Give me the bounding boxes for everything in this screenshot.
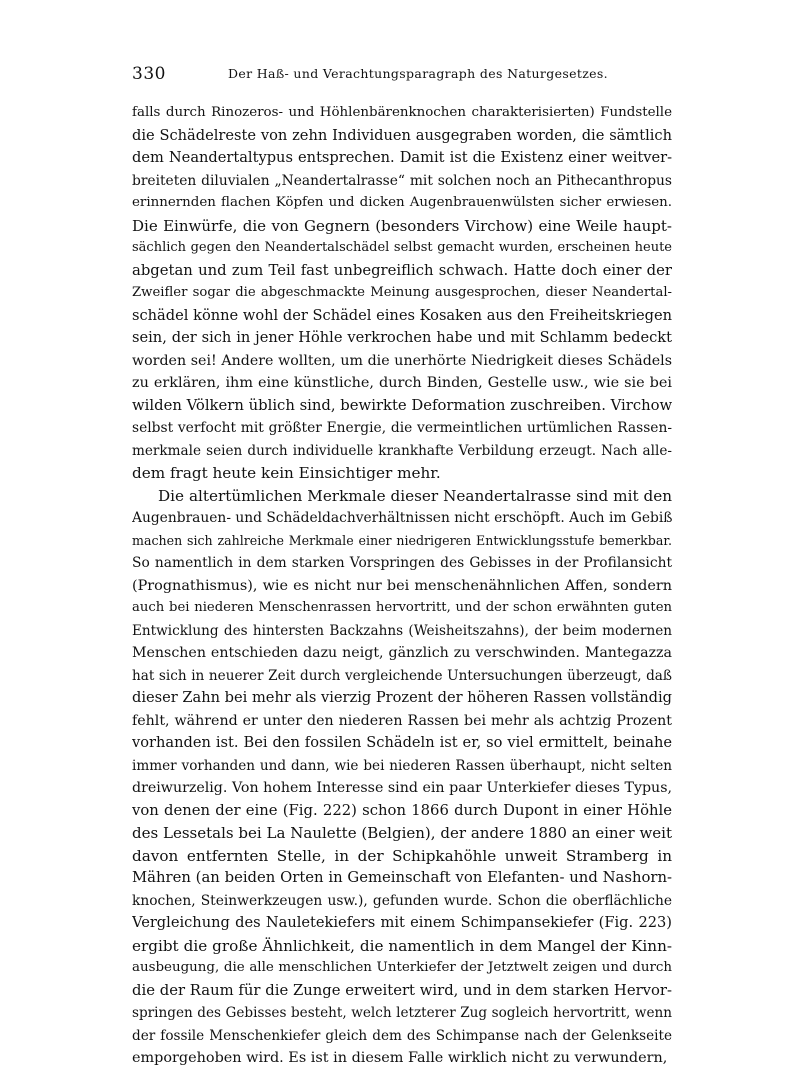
running-head: Der Haß- und Verachtungsparagraph des Naturgesetzes. bbox=[228, 66, 609, 81]
text-line: des Lessetals bei La Naulette (Belgien), der andere 1880 an einer weit bbox=[132, 824, 672, 842]
text-line: So namentlich in dem starken Vorspringen des Gebisses in der Profilansicht bbox=[132, 555, 672, 571]
book-page bbox=[132, 62, 672, 1066]
text-line: Menschen entschieden dazu neigt, gänzlich zu verschwinden. Mantegazza bbox=[132, 645, 672, 661]
body-text bbox=[132, 102, 672, 1070]
paragraph-1 bbox=[132, 102, 672, 485]
text-line: dem Neandertaltypus entsprechen. Damit ist die Existenz einer weitver- bbox=[132, 149, 672, 166]
text-line: schädel könne wohl der Schädel eines Kosaken aus den Freiheitskriegen bbox=[132, 306, 672, 324]
text-line: dem fragt heute kein Einsichtiger mehr. bbox=[132, 464, 441, 482]
text-line: Die Einwürfe, die von Gegnern (besonders Virchow) eine Weile haupt- bbox=[132, 216, 672, 235]
text-line: (Prognathismus), wie es nicht nur bei menschenähnlichen Affen, sondern bbox=[132, 577, 672, 594]
text-line: breiteten diluvialen „Neandertalrasse“ mit solchen noch an Pithecanthropus bbox=[132, 172, 672, 189]
text-line: Vergleichung des Nauletekiefers mit einem Schimpansekiefer (Fig. 223) bbox=[132, 914, 672, 931]
text-line: falls durch Rinozeros- und Höhlenbärenknochen charakterisierten) Fundstelle bbox=[132, 105, 672, 120]
text-line: die der Raum für die Zunge erweitert wird, und in dem starken Hervor- bbox=[132, 981, 672, 999]
text-line: Zweifler sogar die abgeschmackte Meinung ausgesprochen, dieser Neandertal- bbox=[132, 285, 672, 300]
text-line: knochen, Steinwerkzeugen usw.), gefunden wurde. Schon die oberflächliche bbox=[132, 892, 672, 909]
text-line: springen des Gebisses besteht, welch letzterer Zug sogleich hervortritt, wenn bbox=[132, 1005, 672, 1021]
text-line: Entwicklung des hintersten Backzahns (Weisheitszahns), der beim modernen bbox=[132, 622, 672, 639]
text-line: ausbeugung, die alle menschlichen Unterkiefer der Jetztwelt zeigen und durch bbox=[132, 960, 672, 975]
text-line: abgetan und zum Teil fast unbegreiflich schwach. Hatte doch einer der bbox=[132, 261, 672, 279]
text-line: wilden Völkern üblich sind, bewirkte Deformation zuschreiben. Virchow bbox=[132, 396, 672, 414]
text-line: zu erklären, ihm eine künstliche, durch Binden, Gestelle usw., wie sie bei bbox=[132, 375, 672, 391]
text-line: hat sich in neuerer Zeit durch vergleichende Untersuchungen überzeugt, daß bbox=[132, 667, 672, 684]
text-line: die Schädelreste von zehn Individuen ausgegraben worden, die sämtlich bbox=[132, 126, 672, 144]
text-line: worden sei! Andere wollten, um die unerhörte Niedrigkeit dieses Schädels bbox=[132, 352, 672, 369]
text-line: selbst verfocht mit größter Energie, die vermeintlichen urtümlichen Rassen- bbox=[132, 420, 672, 436]
text-line: immer vorhanden und dann, wie bei niederen Rassen überhaupt, nicht selten bbox=[132, 757, 672, 774]
text-line: davon entfernten Stelle, in der Schipkahöhle unweit Stramberg in bbox=[132, 846, 672, 865]
text-line: Die altertümlichen Merkmale dieser Neandertalrasse sind mit den bbox=[158, 486, 672, 505]
text-line: ergibt die große Ähnlichkeit, die namentlich in dem Mangel der Kinn- bbox=[132, 936, 672, 955]
page-number: 330 bbox=[132, 64, 166, 84]
text-line: auch bei niederen Menschenrassen hervortritt, und der schon erwähnten guten bbox=[132, 600, 672, 615]
text-line: machen sich zahlreiche Merkmale einer niedrigeren Entwicklungsstufe bemerkbar. bbox=[132, 532, 672, 548]
page-header bbox=[132, 62, 672, 88]
text-line: der fossile Menschenkiefer gleich dem des Schimpanse nach der Gelenkseite bbox=[132, 1027, 672, 1044]
text-line: dieser Zahn bei mehr als vierzig Prozent der höheren Rassen vollständig bbox=[132, 689, 672, 706]
text-line: emporgehoben wird. Es ist in diesem Falle wirklich nicht zu verwundern, bbox=[132, 1050, 668, 1066]
text-line: vorhanden ist. Bei den fossilen Schädeln ist er, so viel ermittelt, beinahe bbox=[132, 734, 672, 751]
text-line: Augenbrauen- und Schädeldachverhältnissen nicht erschöpft. Auch im Gebiß bbox=[132, 510, 672, 526]
text-line: sächlich gegen den Neandertalschädel selbst gemacht wurden, erscheinen heute bbox=[132, 240, 672, 255]
text-line: merkmale seien durch individuelle krankhafte Verbildung erzeugt. Nach alle- bbox=[132, 442, 672, 459]
text-line: fehlt, während er unter den niederen Rassen bei mehr als achtzig Prozent bbox=[132, 712, 672, 729]
text-line: dreiwurzelig. Von hohem Interesse sind ein paar Unterkiefer dieses Typus, bbox=[132, 780, 672, 796]
text-line: Mähren (an beiden Orten in Gemeinschaft von Elefanten- und Nashorn- bbox=[132, 869, 672, 886]
text-line: erinnernden flachen Köpfen und dicken Augenbrauenwülsten sicher erwiesen. bbox=[132, 195, 672, 210]
text-line: sein, der sich in jener Höhle verkrochen habe und mit Schlamm bedeckt bbox=[132, 329, 672, 346]
paragraph-2 bbox=[132, 485, 672, 1070]
text-line: von denen der eine (Fig. 222) schon 1866 durch Dupont in einer Höhle bbox=[132, 801, 672, 819]
